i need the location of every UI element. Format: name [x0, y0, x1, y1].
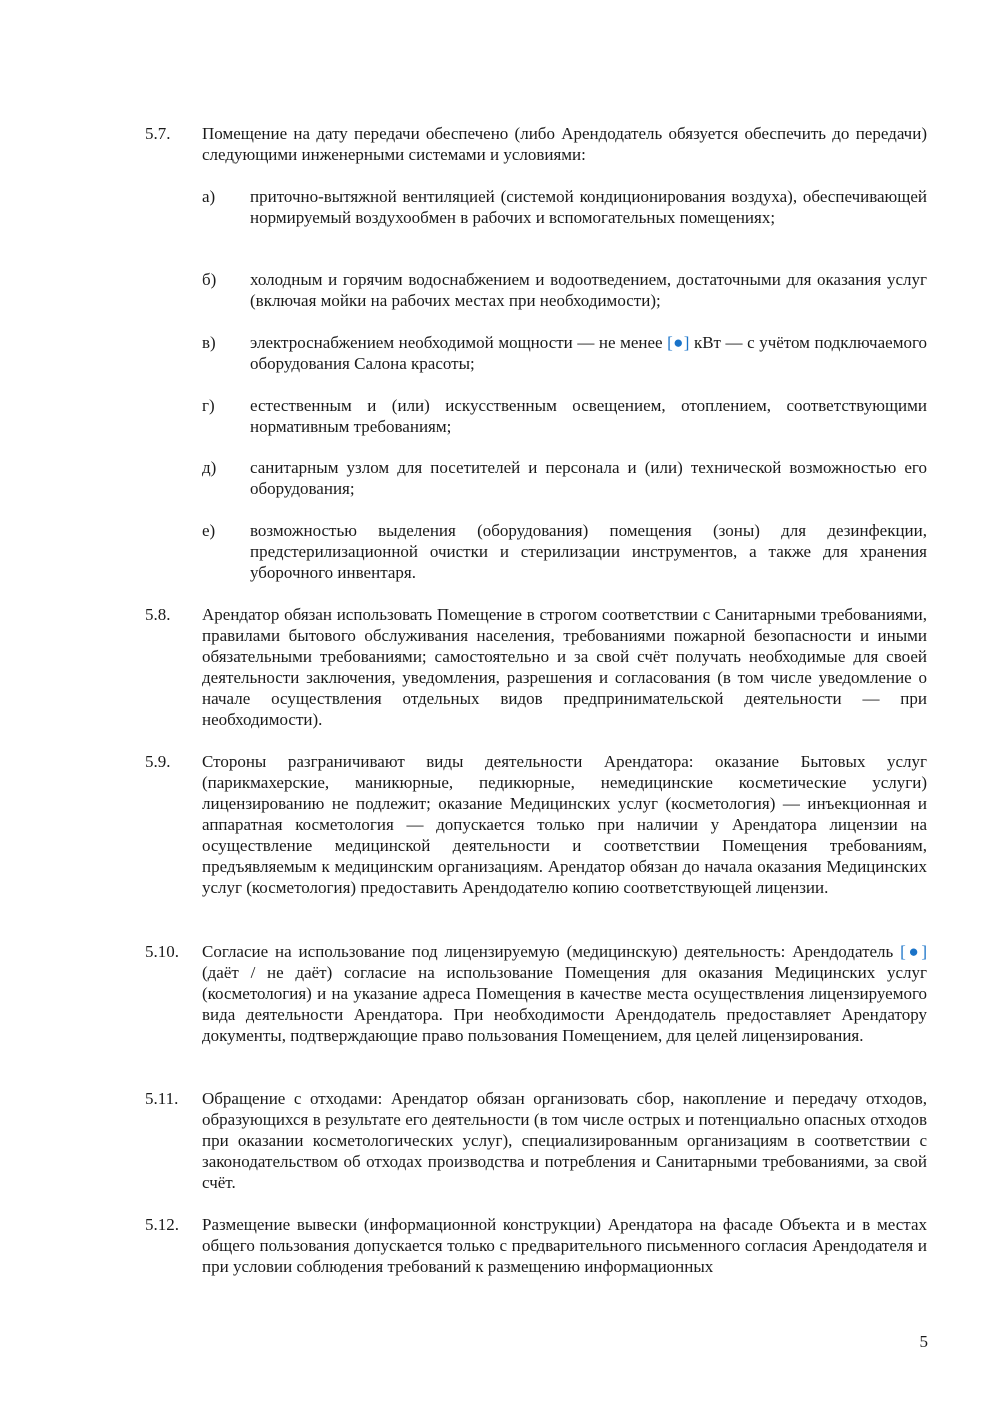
- clause-number: 5.11.: [145, 1089, 179, 1108]
- placeholder-marker: [●]: [900, 942, 927, 961]
- subitem-text: санитарным узлом для посетителей и персонала и (или) технической возможностью его оборудования;: [250, 458, 927, 498]
- subitem-b: [202, 269, 927, 311]
- clause-text: Помещение на дату передачи обеспечено (либо Арендодатель обязуется обеспечить до передачи) следующими инженерными системами и условиями:: [202, 124, 927, 164]
- clause-number: 5.7.: [145, 124, 171, 143]
- subitem-letter: в): [202, 333, 216, 352]
- page-number: 5: [919, 1332, 928, 1351]
- clause-number: 5.9.: [145, 752, 171, 771]
- subitem-text: [250, 332, 927, 374]
- subitem-letter: а): [202, 187, 216, 206]
- clause-5-10: [145, 941, 927, 1046]
- subitem-v: [202, 332, 927, 374]
- subitem-text: приточно-вытяжной вентиляцией (системой кондиционирования воздуха), обеспечивающей нормируемый воздухообмен в рабочих и вспомогательных помещениях;: [250, 187, 927, 227]
- clause-number: 5.10.: [145, 942, 179, 961]
- subitem-text: холодным и горячим водоснабжением и водоотведением, достаточными для оказания услуг (включая мойки на рабочих местах при необходимости);: [250, 270, 927, 310]
- clause-text: Арендатор обязан использовать Помещение в строгом соответствии с Санитарными требованиями, правилами бытового обслуживания населения, требованиями пожарной безопасности и иными обязательными требованиями; самостоятельно и за свой счёт получать необходимые для своей деятельности заключения, уведомления, разрешения и согласования (в том числе уведомление о начале осуществления отдельных видов предпринимательской деятельности — при необходимости).: [202, 605, 927, 729]
- clause-text: [202, 941, 927, 1046]
- clause-text: Обращение с отходами: Арендатор обязан организовать сбор, накопление и передачу отходов, образующихся в результате его деятельности (в том числе острых и потенциально опасных отходов при оказании косметологических услуг), специализированным организациям в соответствии с законодательством об отходах производства и потребления и Санитарными требованиями, за свой счёт.: [202, 1089, 927, 1192]
- subitem-letter: е): [202, 521, 216, 540]
- placeholder-marker: [●]: [667, 333, 690, 352]
- subitem-g: [202, 395, 927, 437]
- subitem-text: естественным и (или) искусственным освещением, отоплением, соответствующими нормативным требованиям;: [250, 396, 927, 436]
- clause-text: Стороны разграничивают виды деятельности Арендатора: оказание Бытовых услуг (парикмахерские, маникюрные, педикюрные, немедицинские косметические услуги) лицензированию не подлежит; оказание Медицинских услуг (косметология) — инъекционная и аппаратная косметология — допускается только при наличии у Арендатора лицензии на осуществление медицинской деятельности и соответствии Помещения требованиям, предъявляемым к медицинским организациям. Арендатор обязан до начала оказания Медицинских услуг (косметология) предоставить Арендодателю копию соответствующей лицензии.: [202, 752, 927, 897]
- subitem-text-before: электроснабжением необходимой мощности — не менее: [250, 333, 663, 352]
- subitem-d: [202, 457, 927, 499]
- subitem-letter: г): [202, 396, 215, 415]
- clause-text-before: Согласие на использование под лицензируемую (медицинскую) деятельность: Арендодатель: [202, 942, 894, 961]
- clause-5-12: [145, 1214, 927, 1277]
- clause-number: 5.8.: [145, 605, 171, 624]
- clause-text: Размещение вывески (информационной конструкции) Арендатора на фасаде Объекта и в местах общего пользования допускается только с предварительного письменного согласия Арендодателя и при условии соблюдения требований к размещению информационных: [202, 1215, 927, 1276]
- subitem-text: возможностью выделения (оборудования) помещения (зоны) для дезинфекции, предстерилизационной очистки и стерилизации инструментов, а также для хранения уборочного инвентаря.: [250, 521, 927, 582]
- clause-5-11: [145, 1088, 927, 1193]
- clause-number: 5.12.: [145, 1215, 179, 1234]
- clause-text-after: (даёт / не даёт) согласие на использование Помещения для оказания Медицинских услуг (косметология) и на указание адреса Помещения в качестве места осуществления лицензируемого вида деятельности Арендатора. При необходимости Арендодатель предоставляет Арендатору документы, подтверждающие право пользования Помещением, для целей лицензирования.: [202, 963, 927, 1045]
- subitem-e: [202, 520, 927, 583]
- clause-5-9: [145, 751, 927, 898]
- clause-5-8: [145, 604, 927, 730]
- subitem-letter: б): [202, 270, 217, 289]
- subitem-text-after: кВт — с учётом подключаемого оборудования Салона красоты;: [250, 333, 927, 373]
- subitem-letter: д): [202, 458, 217, 477]
- subitem-a: [202, 186, 927, 228]
- clause-5-7: [145, 123, 927, 165]
